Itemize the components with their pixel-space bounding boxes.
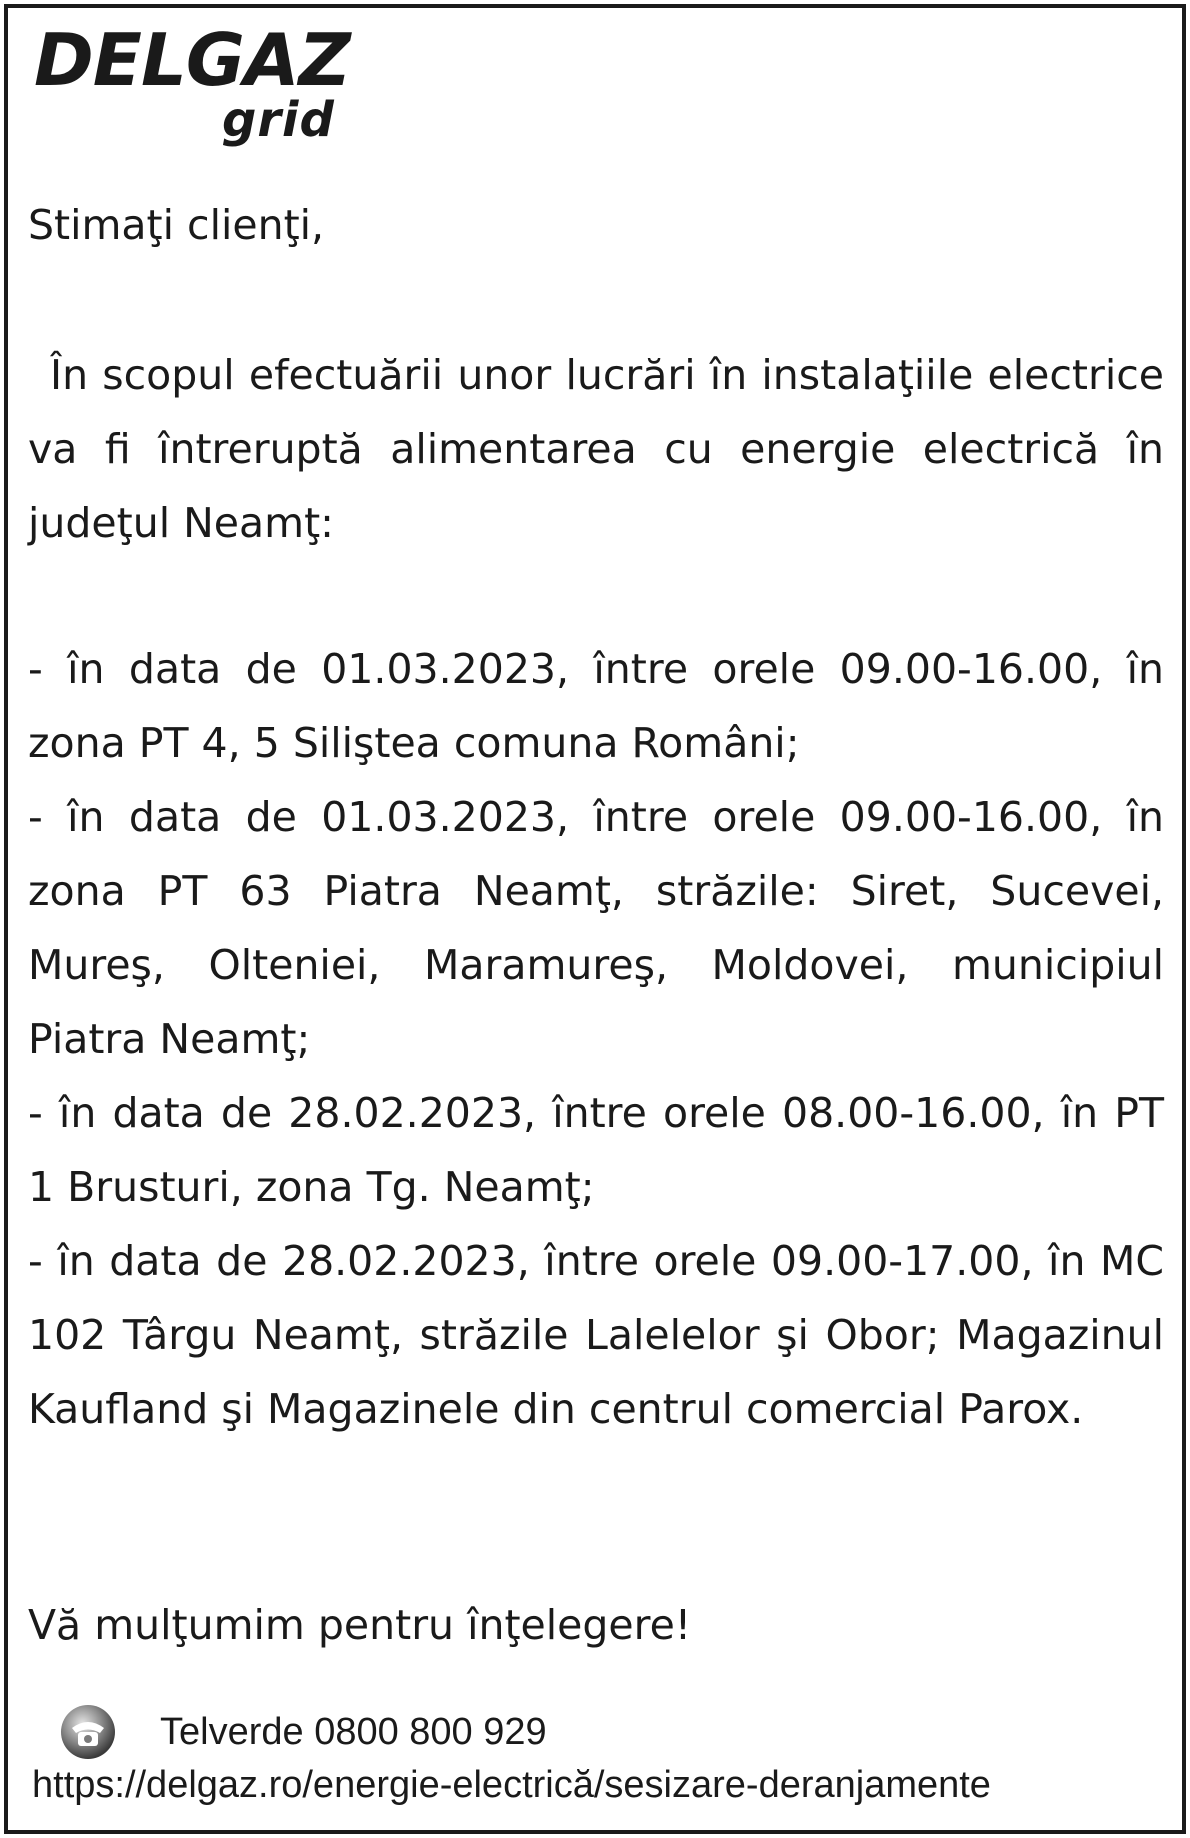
logo-sub: grid (222, 92, 335, 148)
outage-list (28, 632, 1164, 1446)
outage-item: - în data de 01.03.2023, între orele 09.00-16.00, în zona PT 63 Piatra Neamţ, străzile: Siret, Sucevei, Mureş, Olteniei, Maramureş, Moldovei, municipiul Piatra Neamţ; (28, 793, 1164, 1063)
phone-icon (58, 1702, 118, 1762)
outage-item: - în data de 28.02.2023, între orele 09.00-17.00, în MC 102 Târgu Neamţ, străzile Lalelelor şi Obor; Magazinul Kaufland şi Magazinele din centrul comercial Parox. (28, 1237, 1164, 1433)
outage-item: - în data de 01.03.2023, între orele 09.00-16.00, în zona PT 4, 5 Siliştea comuna Români; (28, 645, 1164, 767)
phone-contact (58, 1700, 547, 1764)
greeting: Stimaţi clienţi, (28, 201, 325, 249)
intro-paragraph: În scopul efectuării unor lucrări în instalaţiile electrice va fi întreruptă alimentarea cu energie electrică în judeţul Neamţ: (28, 351, 1164, 547)
thanks-line: Vă mulţumim pentru înţelegere! (28, 1601, 692, 1649)
delgaz-grid-logo (34, 18, 354, 154)
report-url[interactable]: https://delgaz.ro/energie-electrică/sesizare-deranjamente (32, 1764, 991, 1806)
outage-item: - în data de 28.02.2023, între orele 08.00-16.00, în PT 1 Brusturi, zona Tg. Neamţ; (28, 1089, 1164, 1211)
phone-number: Telverde 0800 800 929 (160, 1710, 547, 1753)
logo-brand: DELGAZ (34, 18, 350, 102)
